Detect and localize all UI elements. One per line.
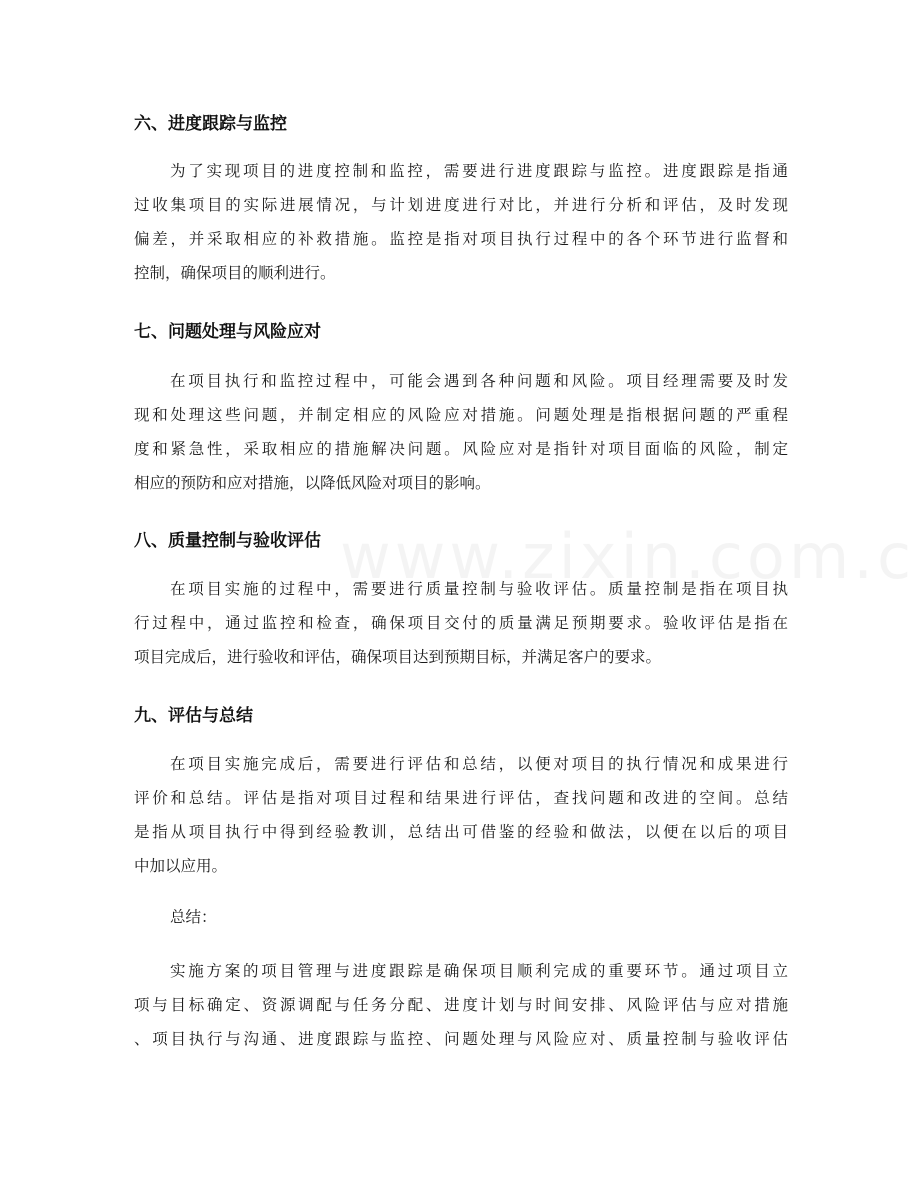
paragraph-line: 偏差，并采取相应的补救措施。监控是指对项目执行过程中的各个环节进行监督和 <box>134 230 788 248</box>
paragraph-line: 度和紧急性，采取相应的措施解决问题。风险应对是指针对项目面临的风险，制定 <box>134 440 788 458</box>
summary-label: 总结： <box>170 908 217 926</box>
section-heading-8: 八、质量控制与验收评估 <box>134 531 321 551</box>
summary-label-block <box>134 900 788 934</box>
paragraph-line: 在项目实施完成后，需要进行评估和总结，以便对项目的执行情况和成果进行 <box>170 755 788 773</box>
section-heading-6: 六、进度跟踪与监控 <box>134 114 287 134</box>
paragraph-line: 实施方案的项目管理与进度跟踪是确保项目顺利完成的重要环节。通过项目立 <box>170 962 788 980</box>
section-heading-7: 七、问题处理与风险应对 <box>134 322 321 342</box>
paragraph-line: 项目完成后，进行验收和评估，确保项目达到预期目标，并满足客户的要求。 <box>134 648 662 666</box>
paragraph-line: 是指从项目执行中得到经验教训，总结出可借鉴的经验和做法，以便在以后的项目 <box>134 823 788 841</box>
paragraph-line: 行过程中，通过监控和检查，确保项目交付的质量满足预期要求。验收评估是指在 <box>134 614 788 632</box>
paragraph-line: 相应的预防和应对措施，以降低风险对项目的影响。 <box>134 474 491 492</box>
section-paragraph-6 <box>134 154 788 290</box>
paragraph-line: 评价和总结。评估是指对项目过程和结果进行评估，查找问题和改进的空间。总结 <box>134 789 788 807</box>
paragraph-line: 现和处理这些问题，并制定相应的风险应对措施。问题处理是指根据问题的严重程 <box>134 406 788 424</box>
paragraph-line: 、项目执行与沟通、进度跟踪与监控、问题处理与风险应对、质量控制与验收评估 <box>134 1030 788 1048</box>
paragraph-line: 项与目标确定、资源调配与任务分配、进度计划与时间安排、风险评估与应对措施 <box>134 996 788 1014</box>
section-paragraph-7 <box>134 364 788 500</box>
paragraph-line: 在项目执行和监控过程中，可能会遇到各种问题和风险。项目经理需要及时发 <box>170 372 788 390</box>
paragraph-line: 在项目实施的过程中，需要进行质量控制与验收评估。质量控制是指在项目执 <box>170 580 788 598</box>
section-paragraph-8 <box>134 572 788 674</box>
paragraph-line: 为了实现项目的进度控制和监控，需要进行进度跟踪与监控。进度跟踪是指通 <box>170 162 788 180</box>
paragraph-line: 中加以应用。 <box>134 857 228 875</box>
paragraph-line: 过收集项目的实际进展情况，与计划进度进行对比，并进行分析和评估，及时发现 <box>134 196 788 214</box>
section-heading-9: 九、评估与总结 <box>134 706 253 726</box>
summary-paragraph <box>134 954 788 1056</box>
paragraph-line: 控制，确保项目的顺利进行。 <box>134 264 336 282</box>
section-paragraph-9 <box>134 747 788 883</box>
